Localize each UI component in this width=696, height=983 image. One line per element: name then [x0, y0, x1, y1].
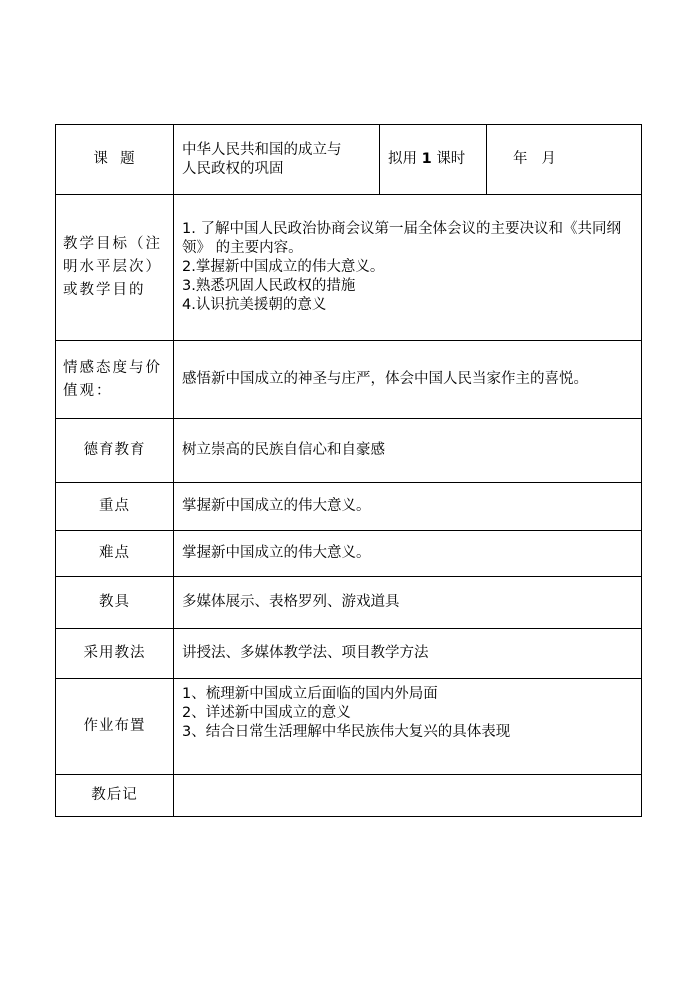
homework-item: 3、结合日常生活理解中华民族伟大复兴的具体表现: [182, 724, 511, 740]
goal-item: 4.认识抗美援朝的意义: [182, 297, 327, 313]
key-point-value: 掌握新中国成立的伟大意义。: [174, 483, 642, 531]
reflection-label: 教后记: [56, 775, 174, 817]
goals-value: [174, 195, 642, 341]
methods-label: 采用教法: [56, 629, 174, 679]
goal-item: 2.掌握新中国成立的伟大意义。: [182, 259, 385, 275]
homework-item: 1、梳理新中国成立后面临的国内外局面: [182, 686, 438, 702]
hours-suffix: 课时: [436, 151, 466, 167]
methods-value: 讲授法、多媒体教学法、项目教学方法: [174, 629, 642, 679]
methods-row: [56, 629, 642, 679]
topic-row: [56, 125, 642, 195]
moral-label: 德育教育: [56, 419, 174, 483]
homework-row: [56, 679, 642, 775]
moral-row: [56, 419, 642, 483]
date-cell: 年 月: [487, 125, 642, 195]
reflection-row: [56, 775, 642, 817]
goals-label: 教学目标（注明水平层次）或教学目的: [56, 195, 174, 341]
topic-line-1: 中华人民共和国的成立与: [182, 141, 342, 158]
goal-item: 1. 了解中国人民政治协商会议第一届全体会议的主要决议和《共同纲领》 的主要内容。: [182, 221, 621, 256]
tools-row: [56, 577, 642, 629]
homework-item: 2、详述新中国成立的意义: [182, 705, 351, 721]
emotion-row: [56, 341, 642, 419]
moral-value: 树立崇高的民族自信心和自豪感: [174, 419, 642, 483]
difficult-point-label: 难点: [56, 531, 174, 577]
tools-value: 多媒体展示、表格罗列、游戏道具: [174, 577, 642, 629]
key-point-label: 重点: [56, 483, 174, 531]
tools-label: 教具: [56, 577, 174, 629]
difficult-point-row: [56, 531, 642, 577]
goals-row: [56, 195, 642, 341]
planned-hours: [380, 125, 487, 195]
goal-item: 3.熟悉巩固人民政权的措施: [182, 278, 356, 294]
emotion-value: 感悟新中国成立的神圣与庄严，体会中国人民当家作主的喜悦。: [174, 341, 642, 419]
topic-value: [174, 125, 380, 195]
reflection-value: [174, 775, 642, 817]
topic-label: 课 题: [56, 125, 174, 195]
homework-value: [174, 679, 642, 775]
lesson-plan-table: [55, 124, 642, 817]
key-point-row: [56, 483, 642, 531]
emotion-label: 情感态度与价值观：: [56, 341, 174, 419]
topic-line-2: 人民政权的巩固: [182, 160, 284, 177]
difficult-point-value: 掌握新中国成立的伟大意义。: [174, 531, 642, 577]
hours-prefix: 拟用: [388, 151, 417, 167]
hours-number: 1: [421, 151, 432, 167]
homework-label: 作业布置: [56, 679, 174, 775]
